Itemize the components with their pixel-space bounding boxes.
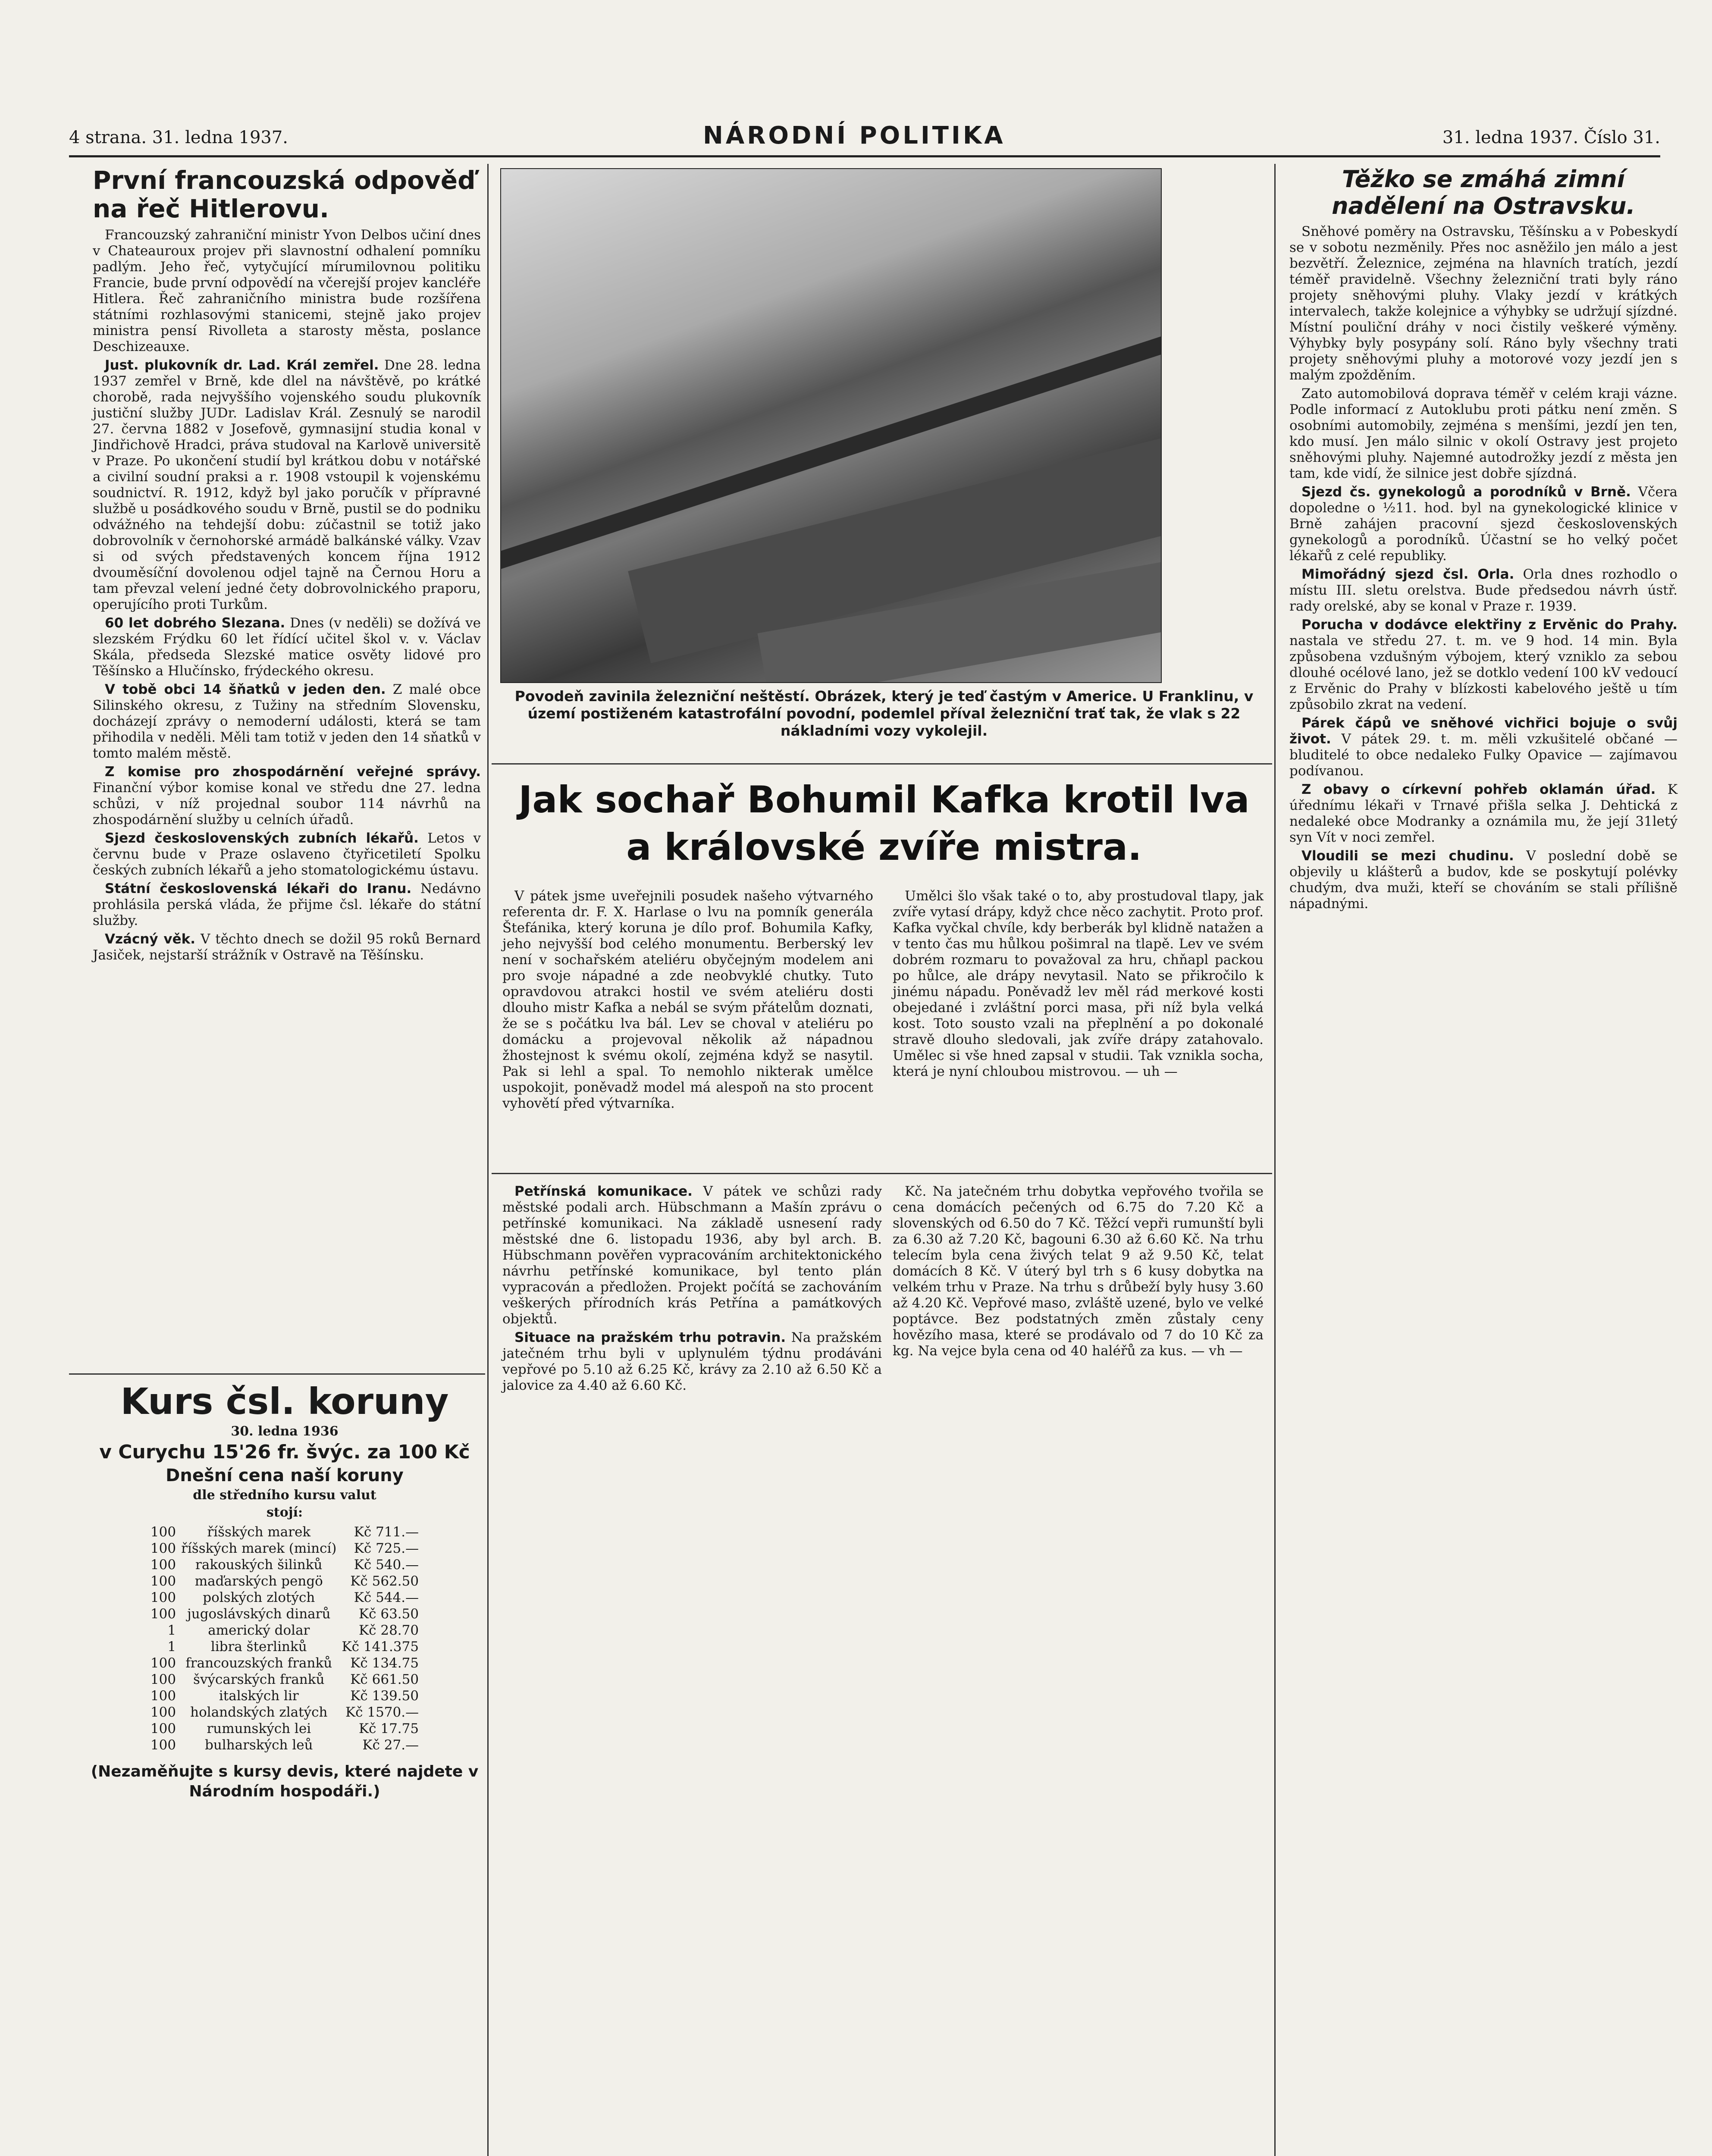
currency-row xyxy=(148,1606,421,1622)
currency-amount: 100 xyxy=(150,1705,176,1720)
currency-value: Kč 725.— xyxy=(354,1541,419,1556)
masthead-title: NÁRODNÍ POLITIKA xyxy=(703,122,1006,150)
currency-amount: 100 xyxy=(150,1557,176,1573)
lower-column-right xyxy=(893,1184,1264,1362)
currency-value: Kč 139.50 xyxy=(350,1688,419,1704)
currency-value: Kč 27.— xyxy=(362,1737,419,1753)
news-item-text: V pátek 29. t. m. měli vzkušitelé občané — bluditelé to obce nedaleko Fulky Opavice — zajímavou podívanou. xyxy=(1289,731,1678,779)
news-item xyxy=(1289,848,1678,912)
currency-name: polských zlotých xyxy=(203,1590,315,1605)
news-item-text: V pátek ve schůzi rady městské podali arch. Hübschmann a Mašín zprávu o petřínské komunikaci. Na základě usnesení rady městské dne 6. listopadu 1936, aby byl arch. B. Hübschmann pověřen vypracováním architektonického návrhu petřínské komunikace, byl tento plán vypracován a předložen. Projekt počítá se zachováním veškerých přírodních krás Petřína a památkových objektů. xyxy=(502,1184,882,1327)
currency-footer: (Nezaměňujte s kursy devis, které najdete v Národním hospodáři.) xyxy=(91,1763,479,1800)
kafka-column-right xyxy=(893,888,1264,1082)
news-item-title: Situace na pražském trhu potravin. xyxy=(514,1330,786,1345)
currency-name: americký dolar xyxy=(208,1623,310,1638)
masthead-issue: 31. ledna 1937. Číslo 31. xyxy=(1442,128,1660,147)
news-item-text: Dnes (v neděli) se dožívá ve slezském Frýdku 60 let řídící učitel škol v. v. Václav Skála, předseda Slezské matice osvěty lidové pro Těšínsko a Hlučínsko, frýdeckého okresu. xyxy=(93,615,481,679)
currency-zurich: v Curychu 15'26 fr. švýc. za 100 Kč xyxy=(99,1441,470,1463)
currency-amount: 100 xyxy=(150,1737,176,1753)
column-rule xyxy=(1274,164,1276,2156)
currency-row xyxy=(148,1655,421,1671)
currency-row xyxy=(148,1557,421,1573)
news-item xyxy=(502,1330,882,1394)
currency-name: říšských marek (mincí) xyxy=(181,1541,337,1556)
news-item-text: Finanční výbor komise konal ve středu dne 27. ledna schůzi, v níž projednal soubor 114 návrhů na zhospodárnění služby u celních úřadů. xyxy=(93,780,481,827)
news-item xyxy=(1289,567,1678,614)
news-item-text: V těchto dnech se dožil 95 roků Bernard Jasiček, nejstarší strážník v Ostravě na Těšínsku. xyxy=(93,931,481,963)
currency-value: Kč 711.— xyxy=(354,1524,419,1540)
news-item-title: Státní československá lékaři do Iranu. xyxy=(105,881,412,896)
news-item-text: Včera dopoledne o ½11. hod. byl na gynekologické klinice v Brně zahájen pracovní sjezd československých gynekologů a porodníků. Účastní se ho velký počet lékařů z celé republiky. xyxy=(1289,484,1678,564)
news-item-text: Na pražském jatečném trhu byli v uplynulém týdnu prodáváni vepřové po 5.10 až 6.25 Kč, krávy za 2.10 až 6.50 Kč a jalovice za 4.40 až 6.60 Kč. xyxy=(502,1330,882,1393)
currency-date: 30. ledna 1936 xyxy=(231,1424,339,1439)
news-item-title: V tobě obci 14 šňatků v jeden den. xyxy=(105,682,386,697)
currency-name: říšských marek xyxy=(207,1524,311,1540)
news-item xyxy=(93,931,481,963)
news-item-title: Z obavy o církevní pohřeb oklamán úřad. xyxy=(1301,782,1656,797)
currency-amount: 1 xyxy=(167,1639,176,1655)
currency-value: Kč 28.70 xyxy=(358,1623,419,1638)
currency-amount: 100 xyxy=(150,1672,176,1687)
article-headline: Těžko se zmáhá zimní nadělení na Ostravsku. xyxy=(1332,166,1635,219)
currency-title: Kurs čsl. koruny xyxy=(120,1380,449,1423)
currency-value: Kč 1570.— xyxy=(345,1705,419,1720)
news-item-title: Vloudili se mezi chudinu. xyxy=(1301,848,1514,864)
masthead-page-date: 4 strana. 31. ledna 1937. xyxy=(69,128,288,147)
news-item xyxy=(1289,617,1678,713)
currency-amount: 100 xyxy=(150,1688,176,1704)
news-item-text: Orla dnes rozhodlo o místu III. sletu orelstva. Bude předsedou návrh ústř. rady orelské, aby se konal v Praze r. 1939. xyxy=(1289,567,1678,614)
article-paragraph: Francouzský zahraniční ministr Yvon Delbos učiní dnes v Chateauroux projev při slavnostní odhalení pomníku padlým. Jeho řeč, vytyčující mírumilovnou politiku Francie, bude první odpovědí na včerejší projev kancléře Hitlera. Řeč zahraničního ministra bude rozšířena státními rozhlasovými stanicemi, stejně jako projev ministra pensí Rivolleta a starosty města, poslance Deschizeauxe. xyxy=(93,227,481,354)
kafka-column-left xyxy=(502,888,873,1114)
news-item-title: Sjezd československých zubních lékařů. xyxy=(105,830,419,846)
news-item xyxy=(502,1184,882,1327)
column-rule xyxy=(487,164,489,2156)
news-item-title: Vzácný věk. xyxy=(105,931,196,947)
news-item-title: Mimořádný sjezd čsl. Orla. xyxy=(1301,567,1514,582)
news-item-text: Dne 28. ledna 1937 zemřel v Brně, kde dlel na návštěvě, po krátké chorobě, rada nejvyššího vojenského soudu plukovník justiční služby JUDr. Ladislav Král. Zesnulý se narodil 27. června 1882 v Josefově, gymnasijní studia konal v Jindřichově Hradci, práva studoval na Karlově universitě v Praze. Po ukončení studií byl krátkou dobu v notářské a civilní soudní praksi a r. 1908 vstoupil k vojenskému soudnictví. R. 1912, když byl jako poručík v přípravné službě u posádkového soudu v Brně, pustil se do podniku odvážného na tehdejší dobu: zúčastnil se totiž jako dobrovolník v černohorské armádě balkánské války. Vzav si od svých představených koncem října 1912 dvouměsíční dovolenou odjel tajně na Černou Horu a tam převzal velení jedné čety dobrovolnického praporu, operujícího proti Turkům. xyxy=(93,357,481,612)
currency-value: Kč 544.— xyxy=(354,1590,419,1605)
currency-amount: 100 xyxy=(150,1655,176,1671)
news-item xyxy=(93,682,481,761)
currency-amount: 100 xyxy=(150,1524,176,1540)
currency-value: Kč 661.50 xyxy=(350,1672,419,1687)
currency-row xyxy=(148,1524,421,1540)
news-item xyxy=(93,764,481,828)
currency-amount: 100 xyxy=(150,1541,176,1556)
currency-stoji: stojí: xyxy=(266,1505,303,1520)
news-item-text: Letos v červnu bude v Praze oslaveno čtyřicetiletí Spolku českých zubních lékařů a jeho stomatologickému ústavu. xyxy=(93,830,481,878)
currency-name: libra šterlinků xyxy=(210,1639,307,1655)
currency-row xyxy=(148,1704,421,1720)
news-item xyxy=(1289,782,1678,846)
section-rule xyxy=(492,1173,1272,1174)
lower-column-left xyxy=(502,1184,882,1396)
news-item-title: 60 let dobrého Slezana. xyxy=(105,615,285,631)
currency-name: italských lir xyxy=(219,1688,299,1704)
article-paragraph: Sněhové poměry na Ostravsku, Těšínsku a v Pobeskydí se v sobotu nezměnily. Přes noc asněžilo jen málo a jest bezvětří. Železnice, zejména na hlavních tratích, jezdí téměř pravidelně. Všechny železniční trati byly ráno projety sněhovými pluhy. Vlaky jezdí v krátkých intervalech, takže kolejnice a výhybky se udržují sjízdné. Místní pouliční dráhy v noci čistily veškeré výměny. Výhybky byly posypány solí. Ráno byly všechny trati projety sněhovými pluhy a motorové vozy jezdí jen s malým zpožděním. xyxy=(1289,224,1678,383)
article-headline: První francouzská odpověď na řeč Hitlerovu. xyxy=(93,166,476,223)
currency-value: Kč 540.— xyxy=(354,1557,419,1573)
currency-value: Kč 141.375 xyxy=(342,1639,419,1655)
article-paragraph: Kč. Na jatečném trhu dobytka vepřového tvořila se cena domácích pečených od 6.75 do 7.20 Kč a slovenských od 6.50 do 7 Kč. Těžcí vepři rumunští byli za 6.30 až 7.20 Kč, bagouni 6.30 až 6.60 Kč. Na trhu telecím byla cena živých telat 9 až 9.50 Kč, telat domácích 8 Kč. V úterý byl trh s 6 kusy dobytka na velkém trhu v Praze. Na trhu s drůbeží byly husy 3.60 až 4.20 Kč. Vepřové maso, zvláště uzené, bylo ve velké poptávce. Bez podstatných změn zůstaly ceny hovězího masa, které se prodávalo od 7 do 10 Kč za kg. Na vejce byla cena od 40 haléřů za kus. — vh — xyxy=(893,1184,1264,1359)
news-item xyxy=(1289,484,1678,564)
news-item xyxy=(93,830,481,878)
article-paragraph: Umělci šlo však také o to, aby prostudoval tlapy, jak zvíře vytasí drápy, když chce něco zachytit. Proto prof. Kafka vyčkal chvíle, kdy berberák byl klidně natažen a v tento čas mu hůlkou pošimral na tlapě. Lev ve svém dobrém rozmaru to považoval za hru, chňapl packou po hůlce, ale drápy nevytasil. Nato se přikročilo k jinému nápadu. Poněvadž lev měl rád merkové kosti obejedané i zvláštní porci masa, při níž byla velká kost. Toto sousto vzali na přeplnění a po dokonalé stravě dlouho sledovali, jak zvíře drápy zatahovalo. Umělec si vše hned zapsal v studii. Tak vznikla socha, která je nyní chloubou mistrovou. — uh — xyxy=(893,888,1264,1079)
currency-value: Kč 134.75 xyxy=(350,1655,419,1671)
section-rule xyxy=(69,1373,485,1375)
section-rule xyxy=(492,763,1272,765)
news-item xyxy=(93,357,481,613)
news-item-title: Just. plukovník dr. Lad. Král zemřel. xyxy=(105,357,379,373)
currency-row xyxy=(148,1540,421,1557)
currency-amount: 1 xyxy=(167,1623,176,1638)
currency-amount: 100 xyxy=(150,1721,176,1736)
news-item-title: Párek čápů ve sněhové vichřici bojuje o svůj život. xyxy=(1289,715,1678,747)
currency-row xyxy=(148,1639,421,1655)
flood-train-photo xyxy=(500,168,1162,683)
currency-amount: 100 xyxy=(150,1573,176,1589)
currency-row xyxy=(148,1671,421,1688)
news-item-title: Petřínská komunikace. xyxy=(514,1184,693,1199)
news-item xyxy=(1289,715,1678,779)
kafka-headline: Jak sochař Bohumil Kafka krotil lva a královské zvíře mistra. xyxy=(518,778,1250,869)
currency-table xyxy=(148,1524,421,1753)
currency-box xyxy=(86,1380,483,2070)
currency-name: rakouských šilinků xyxy=(195,1557,323,1573)
news-item-title: Z komise pro zhospodárnění veřejné správy. xyxy=(105,764,481,780)
currency-name: rumunských lei xyxy=(207,1721,311,1736)
currency-row xyxy=(148,1737,421,1753)
currency-name: švýcarských franků xyxy=(193,1672,325,1687)
news-item xyxy=(93,881,481,929)
currency-name: maďarských pengö xyxy=(194,1573,323,1589)
currency-value: Kč 63.50 xyxy=(358,1606,419,1622)
currency-name: francouzských franků xyxy=(185,1655,332,1671)
currency-name: bulharských leů xyxy=(204,1737,313,1753)
currency-name: holandských zlatých xyxy=(190,1705,328,1720)
currency-name: jugoslávských dinarů xyxy=(187,1606,331,1622)
currency-row xyxy=(148,1720,421,1737)
article-paragraph: V pátek jsme uveřejnili posudek našeho výtvarného referenta dr. F. X. Harlase o lvu na pomník generála Štefánika, který koruna je dílo prof. Bohumila Kafky, jeho nejvyšší bod celého monumentu. Berberský lev není v sochařském ateliéru obyčejným modelem ani pro svoje nápadné a zde neobvyklé chutky. Tuto opravdovou atrakci hostil ve svém ateliéru dosti dlouho mistr Kafka a nebál se svým přátelům doznati, že se s počátku lva bál. Lev se choval v ateliéru po domácku a projevoval několik až nápadnou žhostejnost k svému okolí, zejména když se nasytil. Pak si lehl a spal. To nemohlo nikterak umělce uspokojit, poněvadž model má alespoň na sto procent vyhovětí před výtvarníka. xyxy=(502,888,873,1111)
currency-row xyxy=(148,1589,421,1606)
masthead xyxy=(69,121,1660,157)
currency-row xyxy=(148,1573,421,1589)
news-item-text: Z malé obce Silinského okresu, z Tužiny na středním Slovensku, docházejí zprávy o nemoderní události, která se tam přihodila v neděli. Měli tam totiž v jeden den 14 sňatků v tomto malém městě. xyxy=(93,682,481,761)
article-paragraph: Zato automobilová doprava téměř v celém kraji vázne. Podle informací z Autoklubu proti pátku není změn. S osobními automobily, zejména s menšími, jezdí jen ten, kdo musí. Jen málo silnic v okolí Ostravy jest projeto sněhovými pluhy. Najemné autodrožky jezdí z města jen tam, kde vidí, že silnice jest dobře sjízdná. xyxy=(1289,386,1678,481)
news-item-text: V poslední době se objevily u klášterů a budov, kde se poskytují polévky chudým, dva muži, kteří se chováním se stali přílišně nápadnými. xyxy=(1289,848,1678,912)
photo-caption: Povodeň zavinila železniční neštěstí. Obrázek, který je teď častým v Americe. U Franklinu, v území postiženém katastrofální povodní, podemlel příval železniční trať tak, že vlak s 22 nákladními vozy vykolejil. xyxy=(514,688,1254,739)
column-1 xyxy=(93,166,481,966)
news-item-text: Nedávno prohlásila perská vláda, že přijme čsl. lékaře do státní služby. xyxy=(93,881,481,928)
currency-subtitle: Dnešní cena naší koruny xyxy=(166,1466,404,1485)
currency-amount: 100 xyxy=(150,1590,176,1605)
currency-row xyxy=(148,1688,421,1704)
currency-amount: 100 xyxy=(150,1606,176,1622)
news-item-title: Sjezd čs. gynekologů a porodníků v Brně. xyxy=(1301,484,1631,500)
currency-row xyxy=(148,1622,421,1639)
news-item-text: K úřednímu lékaři v Trnavé přišla selka J. Dehtická z nedaleké obce Modranky a oznámila mu, že její 31letý syn Vít v noci zemřel. xyxy=(1289,782,1678,845)
news-item-text: nastala ve středu 27. t. m. ve 9 hod. 14 min. Byla způsobena vzdušným výbojem, který vzniklo za sebou dlouhé océlové lano, jež se dotklo vedení 100 kV vedoucí z Ervěnic do Prahy v blízkosti kabelového ještě u tím způsobilo zkrat na vedení. xyxy=(1289,633,1678,712)
news-item-title: Porucha v dodávce elektřiny z Ervěnic do Prahy. xyxy=(1301,617,1678,633)
column-4 xyxy=(1289,166,1678,915)
currency-basis: dle středního kursu valut xyxy=(193,1488,376,1503)
currency-value: Kč 562.50 xyxy=(350,1573,419,1589)
news-item xyxy=(93,615,481,679)
currency-value: Kč 17.75 xyxy=(358,1721,419,1736)
